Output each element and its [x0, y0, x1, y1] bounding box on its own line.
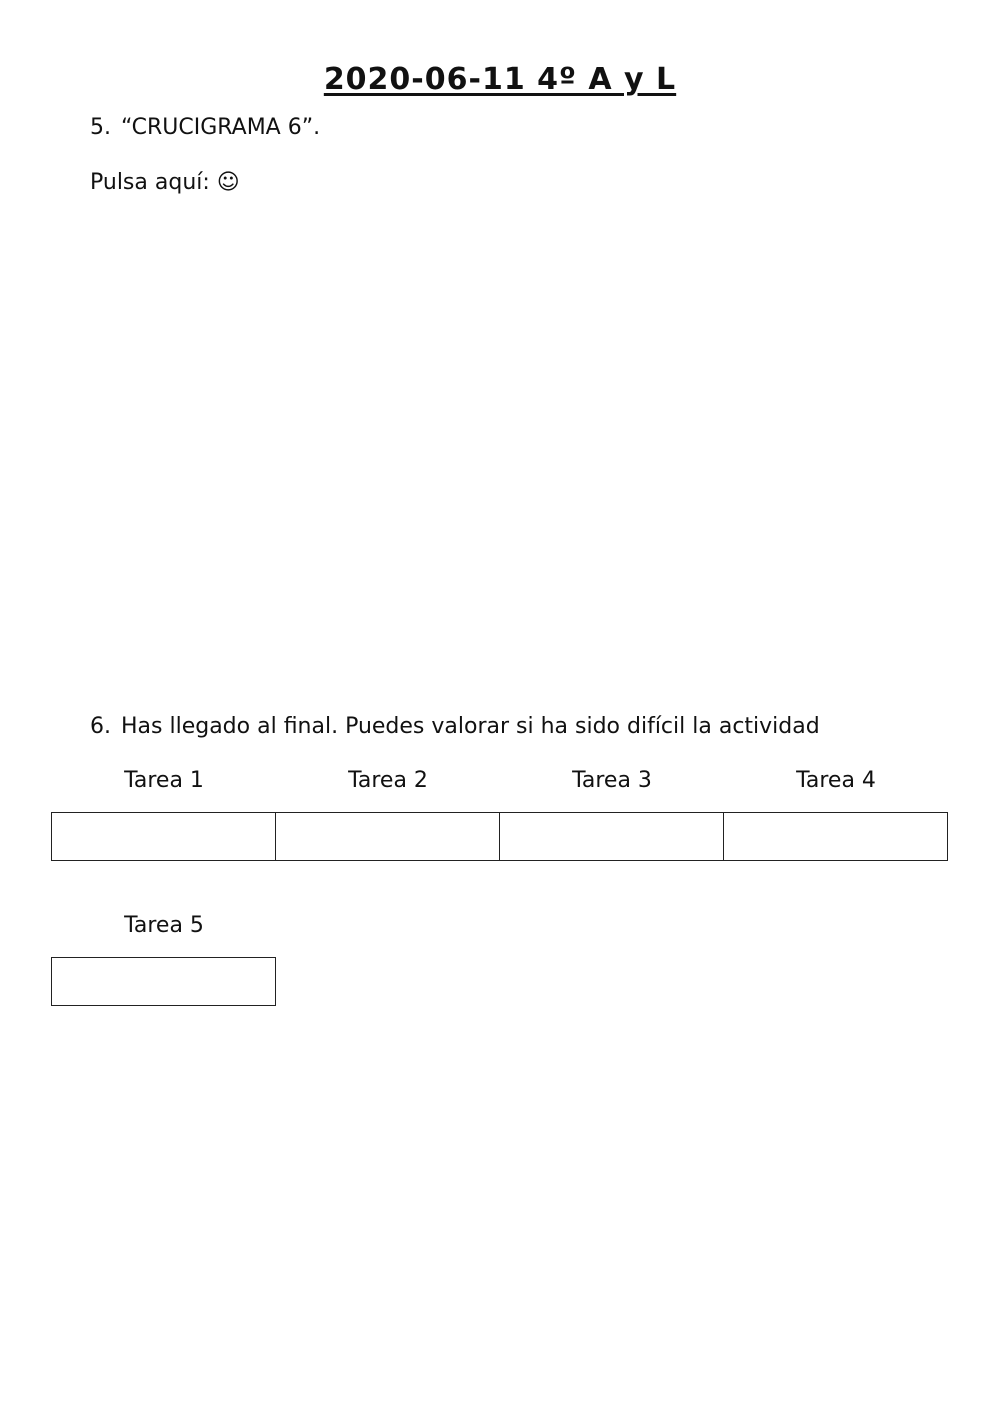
item-6-number: 6.	[90, 714, 111, 739]
item-6-heading	[90, 714, 820, 739]
task-1-rating-box[interactable]	[51, 812, 276, 861]
task-4-rating-box[interactable]	[723, 812, 948, 861]
item-5-text: “CRUCIGRAMA 6”.	[121, 115, 321, 140]
task-5-label: Tarea 5	[124, 913, 204, 938]
task-2-rating-box[interactable]	[275, 812, 500, 861]
task-4-label: Tarea 4	[796, 768, 876, 793]
task-3-rating-box[interactable]	[499, 812, 724, 861]
task-5-rating-box[interactable]	[51, 957, 276, 1006]
task-1-label: Tarea 1	[124, 768, 204, 793]
task-3-label: Tarea 3	[572, 768, 652, 793]
task-2-label: Tarea 2	[348, 768, 428, 793]
crossword-link[interactable]: Pulsa aquí: ☺	[90, 170, 240, 195]
page-title: 2020-06-11 4º A y L	[323, 62, 677, 97]
item-6-text: Has llegado al final. Puedes valorar si ha sido difícil la actividad	[121, 714, 820, 739]
item-5-number: 5.	[90, 115, 111, 140]
item-5-heading	[90, 115, 320, 140]
